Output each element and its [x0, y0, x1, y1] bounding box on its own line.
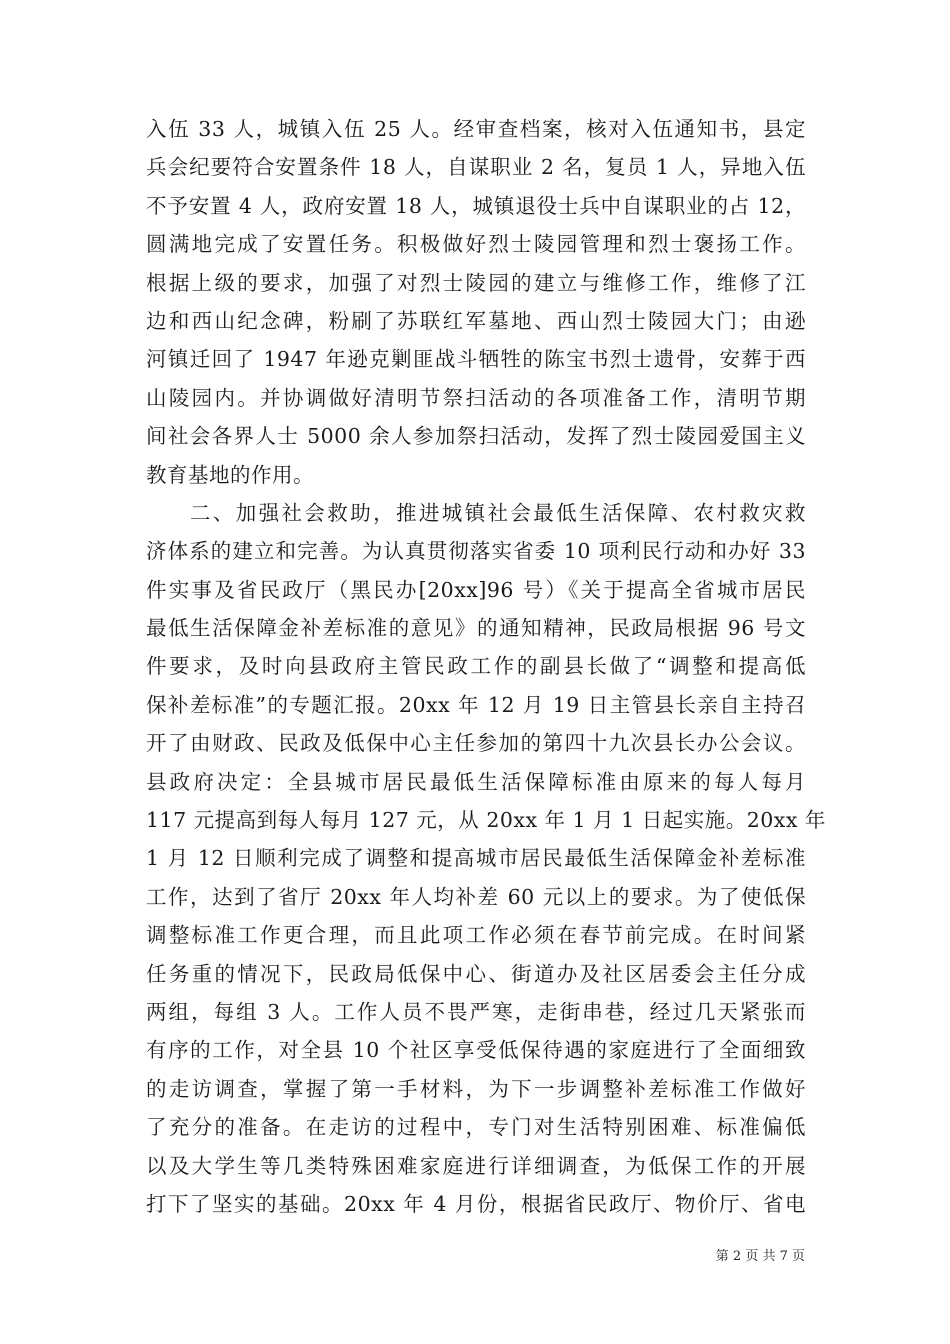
text-line: 了充分的准备。在走访的过程中，专门对生活特别困难、标准偏低 — [146, 1115, 806, 1140]
text-line: 件实事及省民政厅（黑民办[20xx]96 号）《关于提高全省城市居民 — [146, 577, 806, 602]
text-line: 县政府决定：全县城市居民最低生活保障标准由原来的每人每月 — [146, 769, 806, 794]
text-line: 济体系的建立和完善。为认真贯彻落实省委 10 项利民行动和办好 33 — [146, 539, 806, 564]
text-line: 边和西山纪念碑，粉刷了苏联红军墓地、西山烈士陵园大门；由逊 — [146, 308, 806, 333]
text-line: 件要求，及时向县政府主管民政工作的副县长做了“调整和提高低 — [146, 654, 806, 679]
text-line: 入伍 33 人，城镇入伍 25 人。经审查档案，核对入伍通知书，县定 — [146, 117, 806, 141]
text-line: 兵会纪要符合安置条件 18 人，自谋职业 2 名，复员 1 人，异地入伍 — [146, 155, 806, 180]
text-line: 圆满地完成了安置任务。积极做好烈士陵园管理和烈士褒扬工作。 — [146, 232, 806, 257]
text-line: 有序的工作，对全县 10 个社区享受低保待遇的家庭进行了全面细致 — [146, 1038, 806, 1063]
text-line: 根据上级的要求，加强了对烈士陵园的建立与维修工作，维修了江 — [146, 270, 806, 295]
text-line: 任务重的情况下，民政局低保中心、街道办及社区居委会主任分成 — [146, 961, 806, 986]
text-line: 打下了坚实的基础。20xx 年 4 月份，根据省民政厅、物价厅、省电 — [146, 1191, 806, 1216]
paragraph-2 — [146, 494, 826, 1223]
text-line: 开了由财政、民政及低保中心主任参加的第四十九次县长办公会议。 — [146, 731, 806, 756]
paragraph-1 — [146, 110, 806, 494]
text-line: 山陵园内。并协调做好清明节祭扫活动的各项准备工作，清明节期 — [146, 385, 806, 410]
text-line: 1 月 12 日顺利完成了调整和提高城市居民最低生活保障金补差标准 — [146, 846, 806, 871]
text-line: 间社会各界人士 5000 余人参加祭扫活动，发挥了烈士陵园爱国主义 — [146, 424, 806, 449]
text-line: 教育基地的作用。 — [146, 462, 314, 487]
text-line: 的走访调查，掌握了第一手材料，为下一步调整补差标准工作做好 — [146, 1076, 806, 1101]
text-line: 117 元提高到每人每月 127 元，从 20xx 年 1 月 1 日起实施。20xx 年 — [146, 808, 826, 833]
text-line: 以及大学生等几类特殊困难家庭进行详细调查，为低保工作的开展 — [146, 1153, 806, 1178]
text-line: 调整标准工作更合理，而且此项工作必须在春节前完成。在时间紧 — [146, 923, 806, 948]
text-line: 河镇迁回了 1947 年逊克剿匪战斗牺牲的陈宝书烈士遗骨，安葬于西 — [146, 347, 806, 372]
page-number-footer: 第 2 页 共 7 页 — [715, 1249, 805, 1264]
document-body — [146, 110, 826, 1223]
text-line: 最低生活保障金补差标准的意见》的通知精神，民政局根据 96 号文 — [146, 616, 806, 641]
text-line: 不予安置 4 人，政府安置 18 人，城镇退役士兵中自谋职业的占 12， — [146, 193, 806, 218]
text-line: 保补差标准”的专题汇报。20xx 年 12 月 19 日主管县长亲自主持召 — [146, 692, 806, 717]
text-line: 二、加强社会救助，推进城镇社会最低生活保障、农村救灾救 — [190, 500, 806, 525]
text-line: 工作，达到了省厅 20xx 年人均补差 60 元以上的要求。为了使低保 — [146, 884, 806, 909]
text-line: 两组，每组 3 人。工作人员不畏严寒，走街串巷，经过几天紧张而 — [146, 999, 806, 1024]
